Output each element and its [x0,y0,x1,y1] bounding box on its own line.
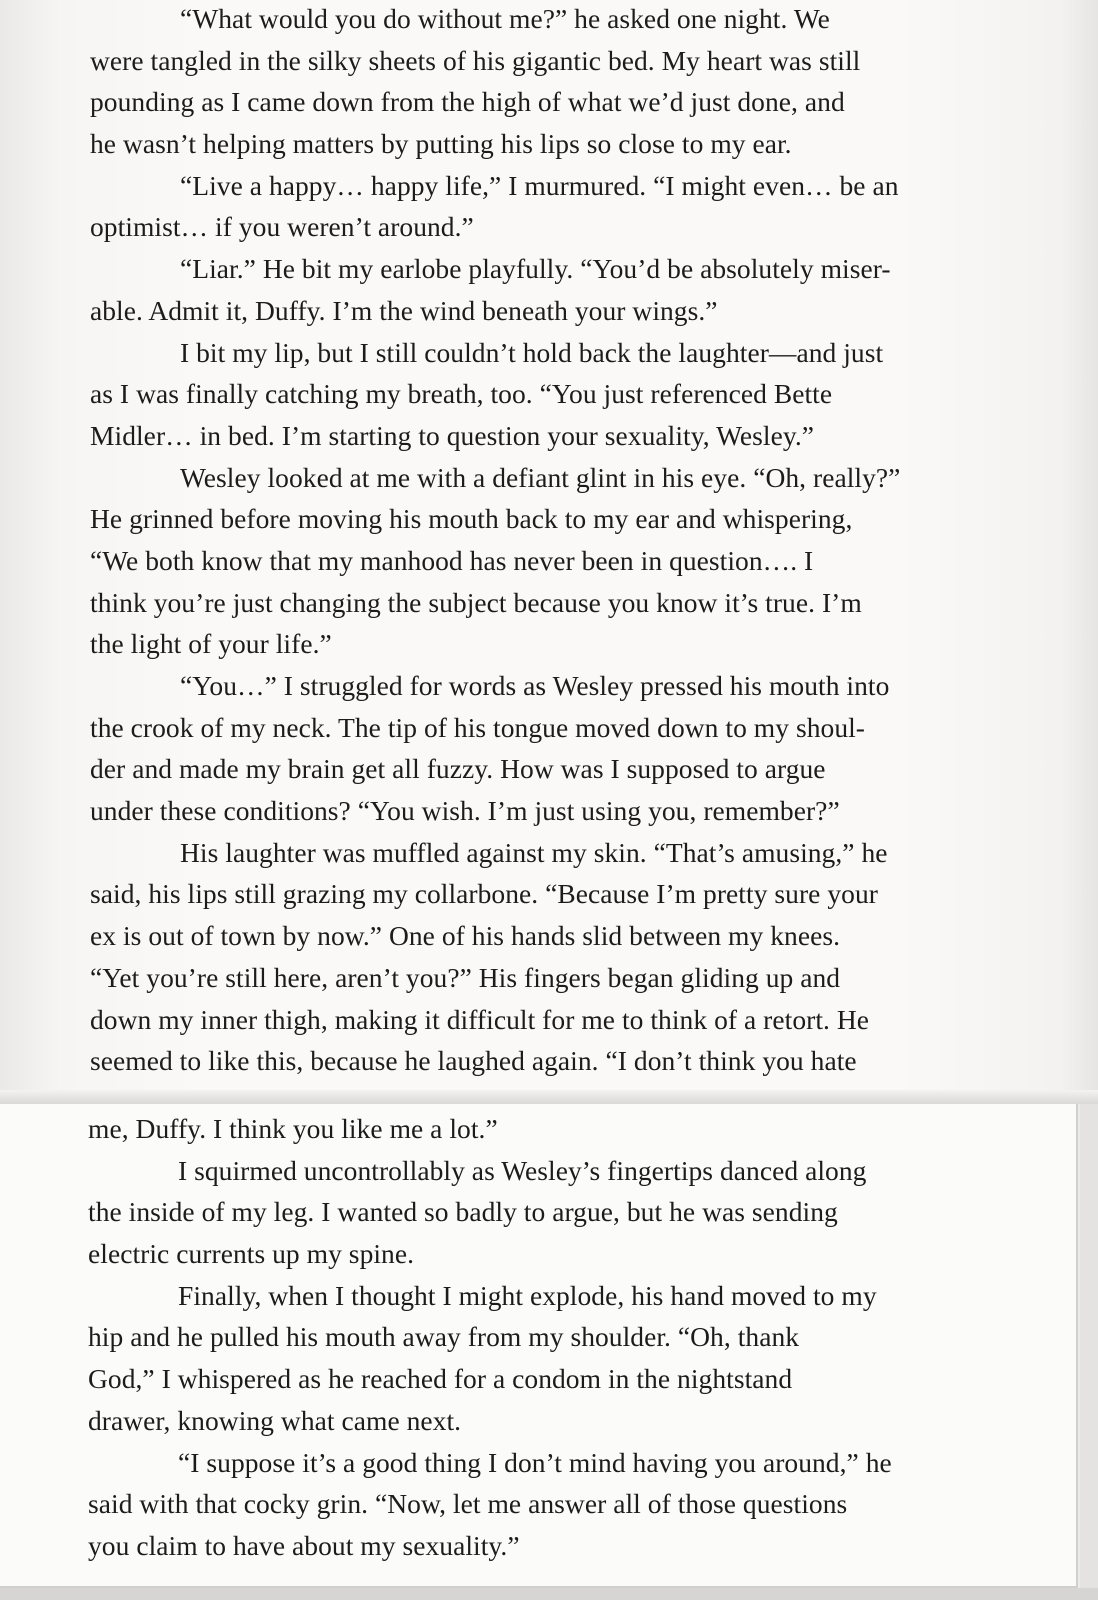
text-line: ex is out of town by now.” One of his hands slid between my knees. [90,920,841,952]
text-line: the light of your life.” [90,628,332,660]
text-line: you claim to have about my sexuality.” [88,1529,520,1561]
text-line: His laughter was muffled against my skin. “That’s amusing,” he [180,836,888,868]
text-line: “You…” I struggled for words as Wesley pressed his mouth into [180,670,890,701]
page-separator [0,1090,1098,1104]
text-line: Wesley looked at me with a defiant glint in his eye. “Oh, really?” [180,461,901,493]
text-line: he wasn’t helping matters by putting his lips so close to my ear. [90,128,792,160]
text-line: I squirmed uncontrollably as Wesley’s fingertips danced along [178,1154,867,1186]
page-text-bottom [88,1108,892,1567]
text-line: pounding as I came down from the high of what we’d just done, and [90,86,845,118]
text-line: under these conditions? “You wish. I’m just using you, remember?” [90,795,840,827]
text-line: electric currents up my spine. [88,1238,415,1270]
page-text-top [90,0,900,1082]
text-line: “We both know that my manhood has never been in question…. I [90,544,814,576]
page-edge-shadow [1080,1104,1098,1600]
text-line: me, Duffy. I think you like me a lot.” [88,1113,498,1144]
text-line: “Liar.” He bit my earlobe playfully. “You’d be absolutely miser- [180,253,891,285]
book-page-bottom [0,1104,1078,1588]
text-line: as I was finally catching my breath, too. “You just referenced Bette [90,378,833,410]
text-line: able. Admit it, Duffy. I’m the wind beneath your wings.” [90,294,718,326]
text-line: “What would you do without me?” he asked one night. We [180,3,830,34]
text-line: said with that cocky grin. “Now, let me answer all of those questions [88,1488,848,1520]
text-line: said, his lips still grazing my collarbone. “Because I’m pretty sure your [90,878,878,910]
page-bottom-shadow [0,1588,1098,1600]
text-line: Finally, when I thought I might explode, his hand moved to my [178,1279,877,1311]
text-line: the inside of my leg. I wanted so badly to argue, but he was sending [88,1196,838,1228]
text-line: think you’re just changing the subject because you know it’s true. I’m [90,586,862,618]
text-line: seemed to like this, because he laughed again. “I don’t think you hate [90,1045,857,1077]
text-line: down my inner thigh, making it difficult for me to think of a retort. He [90,1003,870,1035]
text-line: der and made my brain get all fuzzy. How was I supposed to argue [90,753,826,785]
text-line: “Yet you’re still here, aren’t you?” His fingers began gliding up and [90,961,841,993]
text-line: hip and he pulled his mouth away from my shoulder. “Oh, thank [88,1321,800,1353]
text-line: God,” I whispered as he reached for a condom in the nightstand [88,1363,793,1395]
text-line: were tangled in the silky sheets of his gigantic bed. My heart was still [90,44,861,76]
text-line: drawer, knowing what came next. [88,1404,462,1436]
text-line: Midler… in bed. I’m starting to question your sexuality, Wesley.” [90,419,815,451]
text-line: “I suppose it’s a good thing I don’t mind having you around,” he [178,1446,892,1478]
text-line: the crook of my neck. The tip of his tongue moved down to my shoul- [90,711,866,743]
text-line: optimist… if you weren’t around.” [90,211,474,243]
text-line: I bit my lip, but I still couldn’t hold back the laughter—and just [180,336,884,368]
text-line: He grinned before moving his mouth back to my ear and whispering, [90,503,853,535]
text-line: “Live a happy… happy life,” I murmured. “I might even… be an [180,169,899,201]
